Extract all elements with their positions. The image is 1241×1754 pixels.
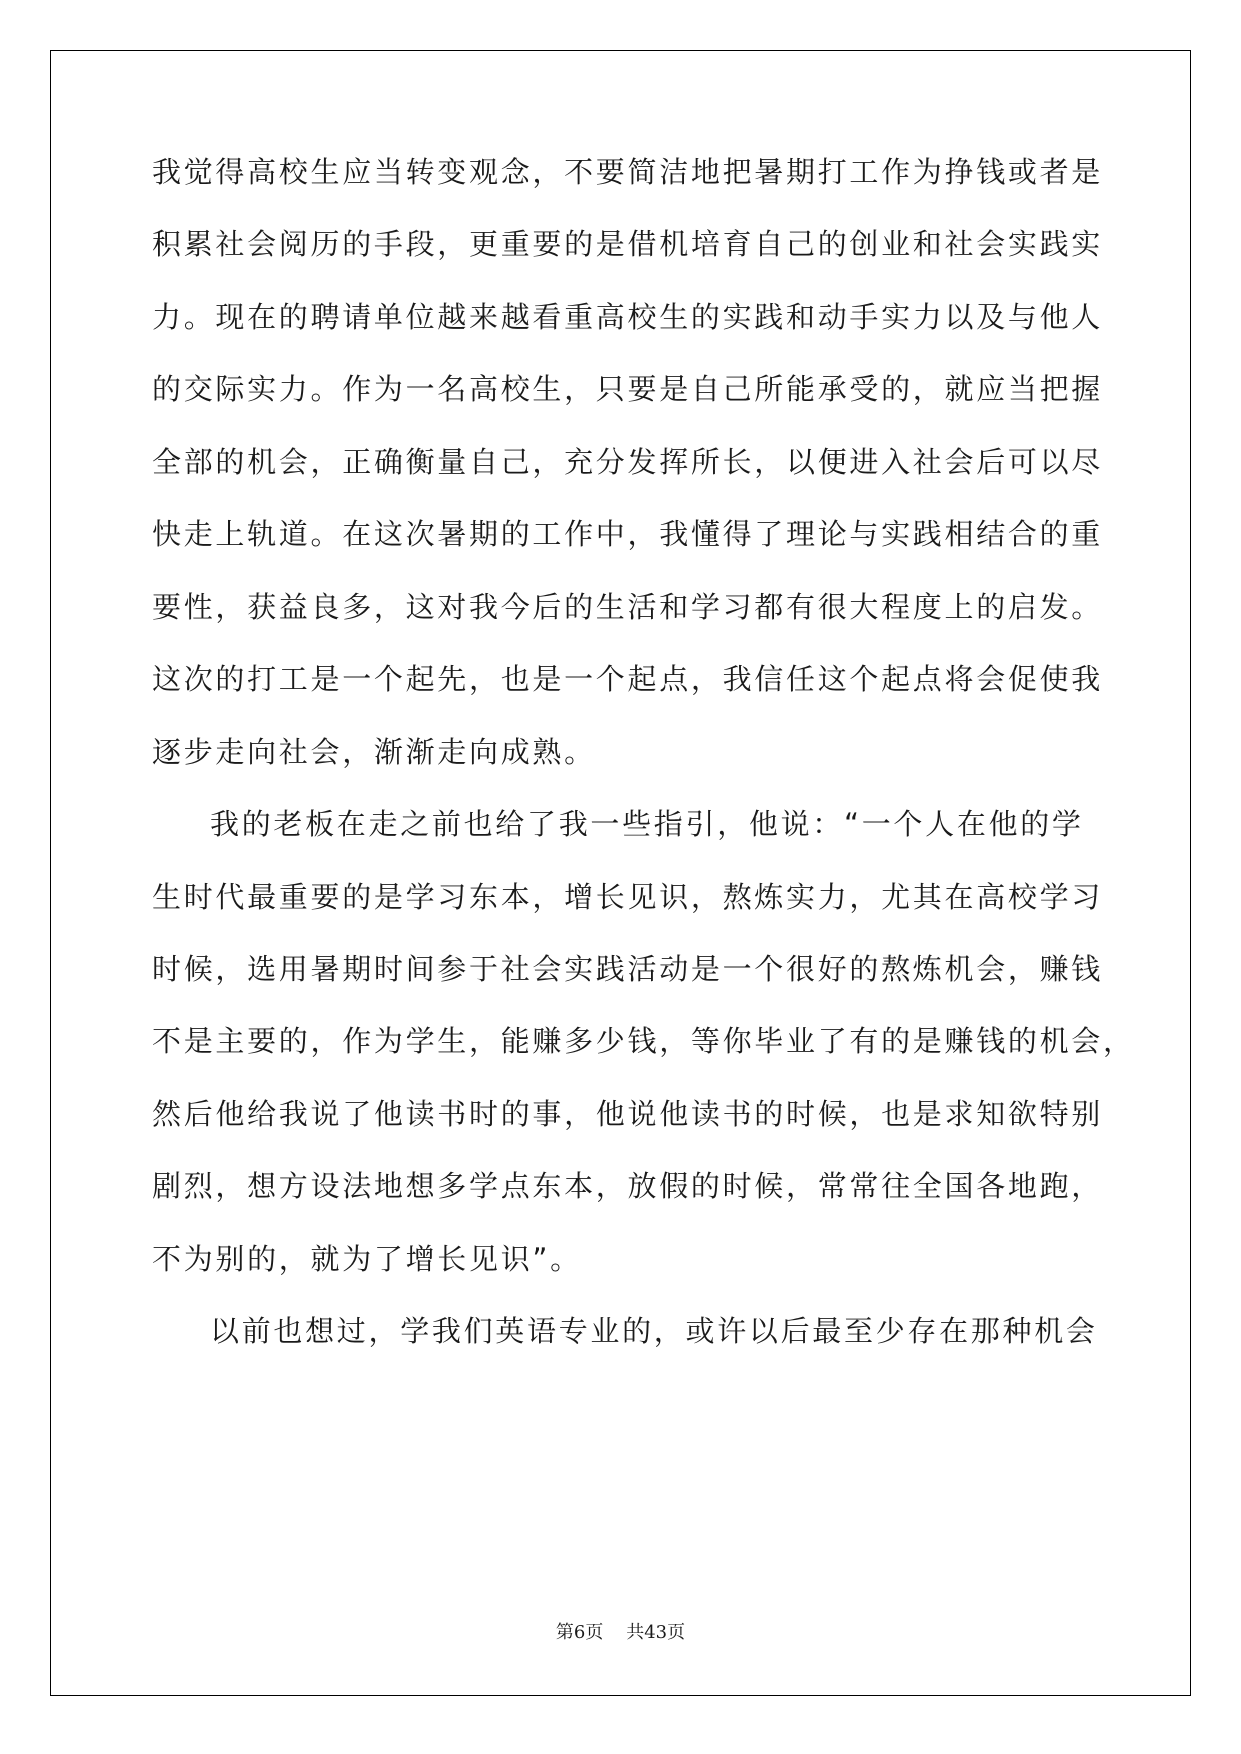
body-line-11: 生时代最重要的是学习东本，增长见识，熬炼实力，尤其在高校学习 <box>152 880 1104 914</box>
total-suffix: 页 <box>667 1622 686 1643</box>
page-prefix: 第 <box>555 1622 574 1643</box>
body-line-5: 全部的机会，正确衡量自己，充分发挥所长，以便进入社会后可以尽 <box>152 445 1104 479</box>
body-line-2: 积累社会阅历的手段，更重要的是借机培育自己的创业和社会实践实 <box>152 227 1104 261</box>
body-line-4: 的交际实力。作为一名高校生，只要是自己所能承受的，就应当把握 <box>152 372 1104 406</box>
body-line-16: 不为别的，就为了增长见识”。 <box>152 1242 582 1276</box>
body-line-14: 然后他给我说了他读书时的事，他说他读书的时候，也是求知欲特别 <box>152 1097 1104 1131</box>
total-prefix: 共 <box>626 1622 645 1643</box>
body-line-8: 这次的打工是一个起先，也是一个起点，我信任这个起点将会促使我 <box>152 662 1104 696</box>
body-line-6: 快走上轨道。在这次暑期的工作中，我懂得了理论与实践相结合的重 <box>152 517 1104 551</box>
body-line-3: 力。现在的聘请单位越来越看重高校生的实践和动手实力以及与他人 <box>152 300 1104 334</box>
body-line-7: 要性，获益良多，这对我今后的生活和学习都有很大程度上的启发。 <box>152 590 1104 624</box>
page-suffix: 页 <box>585 1622 604 1643</box>
body-line-9: 逐步走向社会，渐渐走向成熟。 <box>152 735 596 769</box>
total-pages: 43 <box>644 1622 668 1643</box>
body-line-13: 不是主要的，作为学生，能赚多少钱，等你毕业了有的是赚钱的机会， <box>152 1024 1135 1058</box>
body-line-12: 时候，选用暑期时间参于社会实践活动是一个很好的熬炼机会，赚钱 <box>152 952 1104 986</box>
body-line-17: 以前也想过，学我们英语专业的，或许以后最至少存在那种机会 <box>210 1314 1098 1348</box>
page-footer <box>0 1621 1241 1645</box>
body-line-15: 剧烈，想方设法地想多学点东本，放假的时候，常常往全国各地跑， <box>152 1169 1104 1203</box>
page-number: 6 <box>573 1622 586 1643</box>
body-line-1: 我觉得高校生应当转变观念，不要简洁地把暑期打工作为挣钱或者是 <box>152 155 1104 189</box>
body-line-10: 我的老板在走之前也给了我一些指引，他说：“一个人在他的学 <box>210 807 1084 841</box>
